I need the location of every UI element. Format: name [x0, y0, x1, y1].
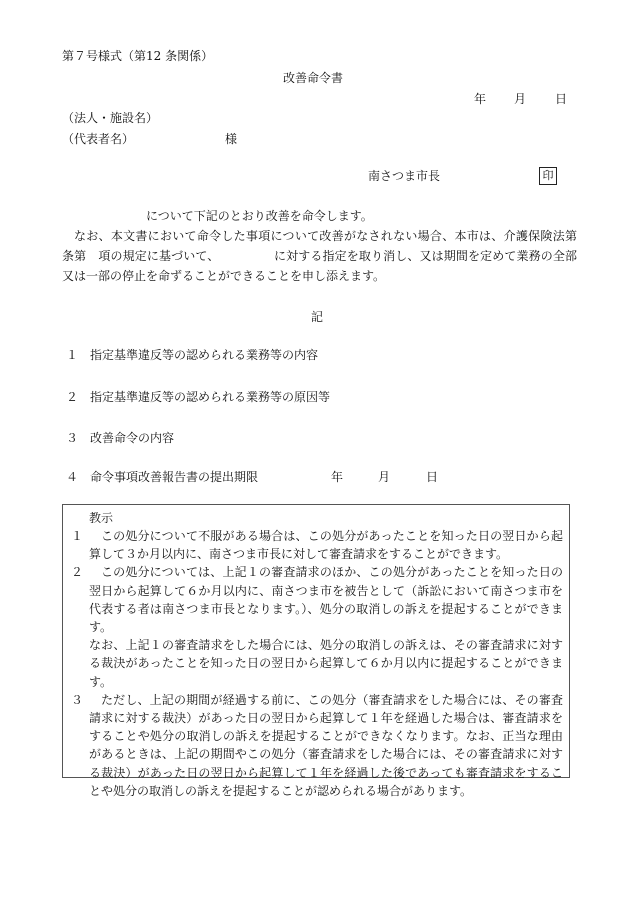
body-line-2: なお、本文書において命令した事項について改善がなされない場合、本市は、介護保険法第 条第 項の規定に基づいて、 に対する指定を取り消し、又は期間を定めて業務の全部又は一部の停止を命ずることができることを申し添えます。 — [62, 229, 590, 283]
honorific: 様 — [225, 132, 238, 146]
item-text-4: 命令事項改善報告書の提出期限 — [90, 470, 259, 484]
notice-item-3 — [69, 691, 563, 800]
notice-item-number: １ — [71, 529, 84, 543]
document-title: 改善命令書 — [283, 71, 344, 85]
issuer-name: 南さつま市長 — [368, 169, 441, 183]
notice-item-number: ３ — [71, 692, 84, 707]
item-text-1: 指定基準違反等の認められる業務等の内容 — [90, 348, 319, 362]
deadline-day: 日 — [426, 470, 439, 484]
item-text-3: 改善命令の内容 — [90, 431, 175, 445]
seal-stamp: 印 — [539, 167, 557, 185]
notice-item-text: なお、上記１の審査請求をした場合には、処分の取消しの訴えは、その審査請求に対する裁決があったことを知った日の翌日から起算して６か月以内に提起することができます。 — [89, 638, 563, 689]
date-month: 月 — [514, 92, 527, 106]
deadline-year: 年 — [331, 470, 344, 484]
item-text-2: 指定基準違反等の認められる業務等の原因等 — [90, 390, 331, 404]
notice-item-text: ただし、上記の期間が経過する前に、この処分（審査請求をした場合には、その審査請求に対する裁決）があった日の翌日から起算して１年を経過した場合は、審査請求をすることや処分の取消しの訴えを提起することができなくなります。なお、正当な理由があるときは、上記の期間やこの処分（審査請求をした場合には、その審査請求に対する裁決）があった日の翌日から起算して１年を経過した後であっても審査請求をすることや処分の取消しの訴えを提起することが認められる場合があります。 — [89, 692, 563, 798]
notice-item-number: ２ — [71, 565, 84, 580]
date-day: 日 — [555, 92, 568, 106]
item-number-3: ３ — [66, 431, 79, 445]
notice-item-1 — [69, 527, 563, 563]
deadline-month: 月 — [378, 470, 391, 484]
ki-heading: 記 — [311, 310, 324, 324]
notice-item-2 — [69, 563, 563, 690]
corp-label: （法人・施設名） — [62, 111, 159, 125]
notice-title: 教示 — [89, 511, 114, 525]
item-number-2: ２ — [66, 390, 79, 404]
notice-box — [62, 504, 570, 798]
body-line-1: について下記のとおり改善を命令します。 — [146, 209, 373, 223]
item-number-1: １ — [66, 348, 79, 362]
item-number-4: ４ — [66, 470, 79, 484]
rep-label: （代表者名） — [62, 132, 135, 146]
date-year: 年 — [474, 92, 487, 106]
body-text — [62, 206, 590, 286]
notice-item-text: この処分について不服がある場合は、この処分があったことを知った日の翌日から起算して３か月以内に、南さつま市長に対して審査請求をすることができます。 — [89, 529, 563, 562]
form-number: 第７号様式（第12 条関係） — [62, 49, 214, 63]
notice-item-text: この処分については、上記１の審査請求のほか、この処分があったことを知った日の翌日から起算して６か月以内に、南さつま市を被告として（訴訟において南さつま市を代表する者は南さつま市長となります。）、処分の取消しの訴えを提起することができます。 — [89, 565, 563, 635]
